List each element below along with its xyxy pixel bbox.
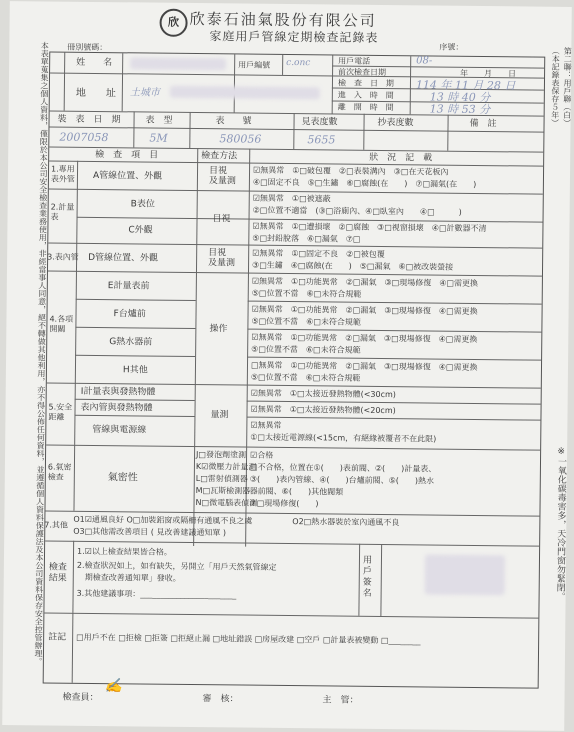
status-d-line2: ③□生鏽 ④□腐蝕(在 ) ⑤□漏氣 ⑥□被改裝螢接 <box>252 260 454 272</box>
customer-signature <box>425 554 505 595</box>
airtight-line5: ⑦□現場修復( ) <box>249 498 319 509</box>
address-label: 地 址 <box>75 87 116 100</box>
status-a-line2: ④□固定不良 ⑤□生鏽 ⑥□腐蝕(在 ) ⑦□漏氣(在 ) <box>252 177 477 189</box>
method-d: 目視 及量測 <box>208 248 236 269</box>
co-warning: ※一氧化碳毒害多，天冷門窗勿緊閉。 <box>554 446 567 601</box>
other-line1: O1☑通風良好 O□加裝鋁窗或隔柵有通風不良之虞 O2□熱水器裝於室內通風不良 <box>73 514 400 528</box>
register-no-label: 冊別號碼： <box>67 42 108 53</box>
airtight-line1: ☑合格 <box>250 450 274 460</box>
item-h-label: H其他 <box>122 365 148 376</box>
status-wire-line1: ☑無異常 <box>250 420 282 430</box>
meter-header-seen: 見表度數 <box>301 117 338 128</box>
meter-header-read: 抄表度數 <box>377 117 414 129</box>
remarks-label: 註記 <box>48 632 67 643</box>
status-e-line2: ⑤□位置不當 ⑥□未符合規範 <box>251 288 362 299</box>
phone-value: 08- <box>416 55 433 67</box>
company-logo-icon: 欣 <box>159 9 187 37</box>
result-line3: 期檢查改善通知單」發收。 <box>76 572 181 583</box>
group-1-label: 1.專用表外管 <box>50 164 75 184</box>
airtight-line3: ③( )表內管線、④( )台爐前閥、⑤( )熱水 <box>249 474 435 486</box>
copy-note: 第二聯：用戶聯（白） （本記錄表保存５年） <box>550 46 573 127</box>
form-title: 家庭用戶管線定期檢查記錄表 <box>209 29 379 45</box>
address-value: 土城市 <box>129 87 160 99</box>
inspection-form <box>2 1 572 731</box>
meter-header-type: 表 型 <box>145 115 173 126</box>
meter-number: 580056 <box>219 132 262 146</box>
privacy-note: 本表單蒐集之個人資料，僅限於本公司安全檢查業務使用，非經當事人同意，絕不轉做其他利用，亦不得公佈任何資料，並遵循個人資料保護法及本公司資料保存安全控管辦理。 <box>33 41 50 666</box>
out-time-label: 離 開 時 間 <box>337 102 394 113</box>
meter-header-date: 裝 表 日 期 <box>57 114 121 126</box>
serial-no-label: 序號： <box>439 42 464 52</box>
status-inner-line1: ☑無異常 ①□太接近發熱物體(<20cm) <box>250 404 396 416</box>
group-3-label: 3.表內管 <box>47 252 79 262</box>
tool-l: L□雷射偵測器 <box>195 474 248 484</box>
method-efgh: 操作 <box>209 324 228 335</box>
name-redacted <box>130 57 226 70</box>
airtight-line4: 器前閥、⑥( )其他閥類 <box>249 486 344 497</box>
item-wire-label: 管線與電源線 <box>92 424 147 436</box>
check-method-header: 檢查方法 <box>201 151 238 162</box>
status-a-line1: ☑無異常 ①□破包覆 ②□表裝溝內 ③□在天花板內 <box>253 165 449 177</box>
status-e-line1: ☑無異常 ①□功能異常 ②□漏氣 ③□現場修復 ④□需更換 <box>251 276 479 288</box>
group-4-label: 4.各項開關 <box>49 314 74 334</box>
address-redacted <box>170 86 320 100</box>
item-e-label: E計量表前 <box>107 281 150 292</box>
group-2-label: 2.計量表 <box>50 202 75 222</box>
status-i-line1: ☑無異常 ①□太接近發熱物體(<30cm) <box>250 388 396 400</box>
airtight-line2: □不合格，位置在①( )表前閥、②( )計量表、 <box>249 462 437 474</box>
check-date-label: 檢 查 日 期 <box>337 78 395 89</box>
item-i-label: I計量表與發熱物體 <box>80 386 156 398</box>
status-f-line2: ⑤□位置不當 ⑥□未符合規範 <box>251 316 361 327</box>
method-i: 量測 <box>210 410 229 421</box>
meter-install-date: 2007058 <box>59 130 109 145</box>
status-g-line1: ☑無異常 ①□功能異常 ②□漏氣 ③□現場修復 ④□需更換 <box>251 332 478 344</box>
tool-j: J□發泡劑塗測 <box>196 450 247 460</box>
meter-type: 5M <box>149 131 168 145</box>
status-b-line1: ☑無異常 ①□被遮蔽 <box>252 193 331 204</box>
item-airtight-label: 氣密性 <box>107 472 138 484</box>
reviewer-label: 審 核： <box>202 694 239 705</box>
supervisor-label: 主 管： <box>322 695 359 706</box>
other-line2: O3□其他需改善項目 ( 見改善建議通知單 ) <box>73 526 227 538</box>
status-c-line2: ⑤□封鉛脫落 ⑥□漏氣 ⑦□ <box>252 233 393 245</box>
phone-label: 用戶電話 <box>338 56 371 66</box>
inspector-signature: ✍ <box>104 678 123 695</box>
signature-label: 用戶簽名 <box>362 555 373 599</box>
name-label: 姓 名 <box>76 57 113 69</box>
check-date-value: 114 年 11 月 28 日 <box>415 78 516 93</box>
status-f-line1: ☑無異常 ①□功能異常 ②□漏氣 ③□現場修復 ④□需更換 <box>251 304 478 316</box>
in-time-value: 13 時 40 分 <box>429 90 491 105</box>
method-a: 目視 及量測 <box>208 166 236 187</box>
tool-k: K☑微壓力計量測 <box>195 462 257 472</box>
check-item-header: 檢 查 項 目 <box>95 149 159 161</box>
form-table <box>43 51 546 688</box>
meter-header-number: 表 號 <box>215 116 252 127</box>
status-b-line2: ②□位置不適當 (③□浴廁內、④□臥室內 ④□ ) <box>252 205 462 217</box>
status-d-line1: ☑無異常 ①□固定不良 ②□被包覆 <box>252 248 385 260</box>
user-no-value: c.onc <box>286 57 311 69</box>
item-f-label: F台爐前 <box>113 309 146 320</box>
remarks-text: □用戶不在 □拒檢 □拒簽 □拒絕止漏 □地址錯誤 □房屋改建 □空戶 □計量表被變動 □________ <box>76 632 421 646</box>
prev-date-value: 年 月 日 <box>460 68 517 79</box>
tool-m: M□瓦斯檢測器 <box>195 486 251 496</box>
item-g-label: G熱水器前 <box>109 337 153 348</box>
result-label: 檢查結果 <box>48 562 67 584</box>
result-line4: 3.其他建議事項：________________________ <box>76 588 237 600</box>
status-g-line2: ⑤□位置不當 ⑥□未符合規範 <box>251 344 361 355</box>
status-wire-line2: ①□太接近電源線(<15cm，有絕緣被覆者不在此限) <box>250 432 437 444</box>
group-6-label: 6.氣密檢查 <box>47 462 72 482</box>
group-7-label: 7.其他 <box>44 520 69 530</box>
item-d-label: D管線位置、外觀 <box>88 252 159 264</box>
group-5-label: 5.安全距離 <box>48 402 73 422</box>
status-h-line1: □無異常 ①□功能異常 ②□漏氣 ③□現場修復 ④□需更換 <box>250 360 478 372</box>
status-h-line2: ⑤□位置不當 ⑥□未符合規範 <box>250 372 361 383</box>
result-line1: 1.☑以上檢查結果皆合格。 <box>77 546 172 557</box>
inspector-label: 檢查員： <box>62 692 99 704</box>
item-b-label: B表位 <box>130 199 155 210</box>
item-inner-label: 表內管與發熱物體 <box>80 402 153 414</box>
company-name: 欣泰石油氣股份有限公司 <box>189 9 377 30</box>
tool-n: N□微電腦表偵測 <box>195 498 258 508</box>
method-bc: 目視 <box>212 214 231 225</box>
meter-header-remark: 備 註 <box>469 118 497 130</box>
in-time-label: 進 入 時 間 <box>337 90 394 101</box>
prev-date-label: 前次檢查日期 <box>338 67 387 78</box>
result-line2: 2.檢查狀況如上，如有缺失，另開立「用戶天然氣管線定 <box>76 560 277 572</box>
check-status-header: 狀 況 記 載 <box>369 152 433 164</box>
item-a-label: A管線位置、外觀 <box>92 170 163 182</box>
item-c-label: C外觀 <box>128 225 153 236</box>
meter-seen-reading: 5655 <box>307 133 336 147</box>
user-no-label: 用戶編號 <box>238 60 271 70</box>
out-time-value: 13 時 53 分 <box>429 102 491 117</box>
status-c-line1: ☑無異常 ①□遭損壞 ②□腐蝕 ③□視窗損壞 ④□計數器不清 <box>252 221 487 234</box>
